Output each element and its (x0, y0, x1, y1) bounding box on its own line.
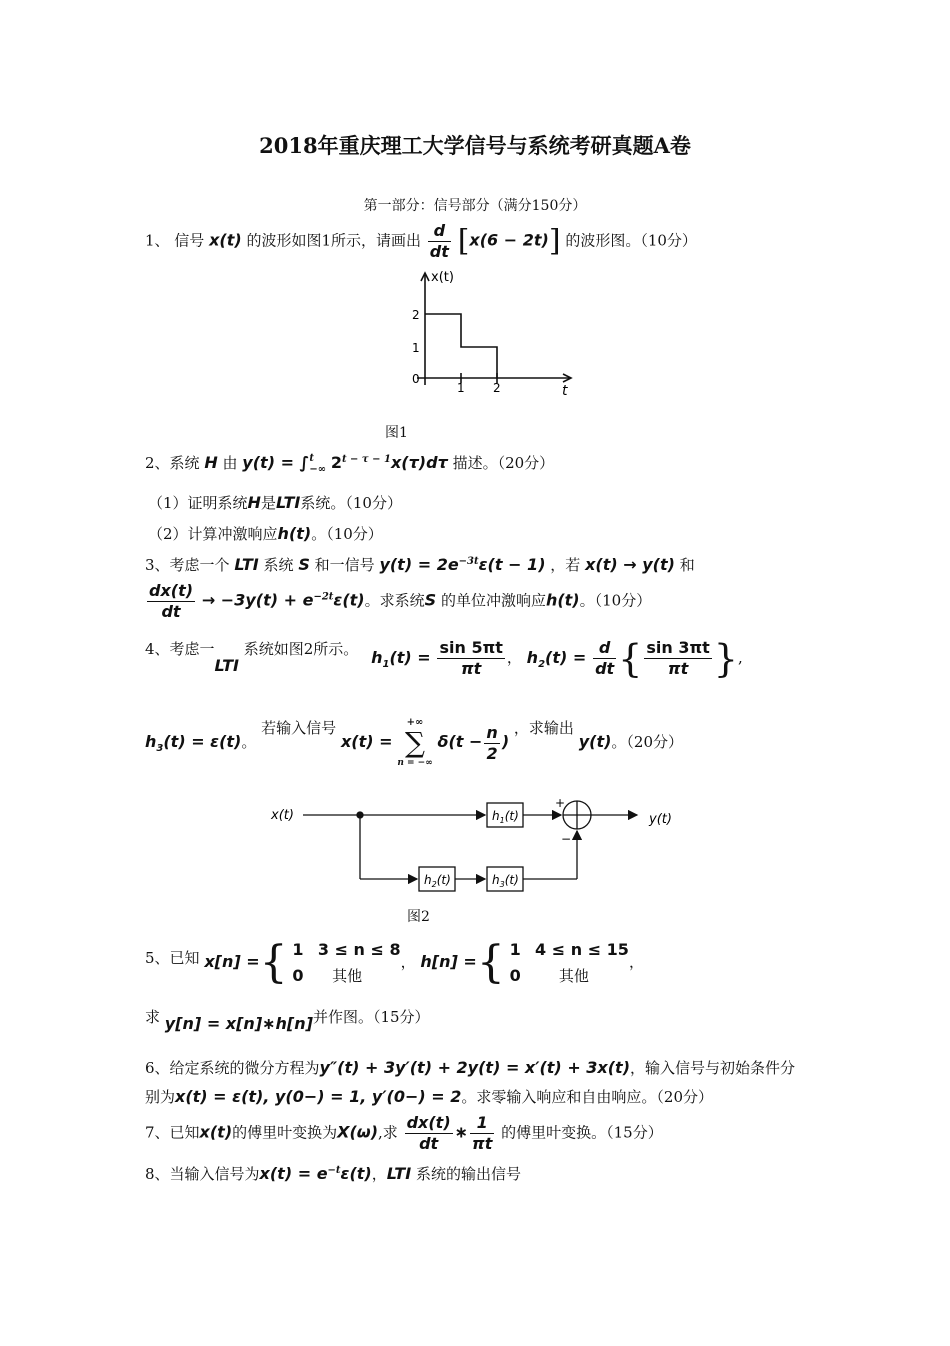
question-1: 1、 信号 x(t) 的波形如图1所示，请画出 $\frac{d}{dt}$ [x(6 − 2t)] 的波形图。（10分） (145, 221, 697, 261)
question-5: 5、已知 x[n] ={ 1 3 ≤ n ≤ 8 0 其他 ， h[n] ={ 1 4 ≤ n ≤ 15 0 其他 ， (145, 937, 644, 988)
figure-1-caption: 图1 (385, 425, 408, 441)
y-tick-2: 2 (412, 308, 420, 322)
page-title: 2018年重庆理工大学信号与系统考研真题A卷 (259, 133, 691, 158)
question-6-line-1: 6、给定系统的微分方程为y″(t) + 3y′(t) + 2y(t) = x′(t) + 3x(t)，输入信号与初始条件分 (145, 1058, 796, 1077)
q1-suffix: 的波形图。（10分） (565, 231, 697, 250)
svg-text:h3(t): $h_3(t)$ (492, 873, 519, 889)
question-4-line-2: $h_3(t) = \varepsilon(t)$。 若输入信号 x(t) = +∞ ∑ n = −∞ δ(t − $\frac{n}{2}$ ) ，求输出 y(t)。（20分） (145, 717, 683, 768)
figure-2-caption: 图2 (407, 909, 430, 925)
y-axis-label: x(t) (431, 270, 454, 285)
question-3-line-1: 3、考虑一个 LTI 系统 S 和一信号 $y(t) = 2e^{-3t}\varepsilon(t - 1)$ ，若 x(t) → y(t) 和 (145, 555, 695, 574)
q1-signal: x(t) (209, 230, 242, 250)
y-tick-1: 1 (412, 341, 420, 355)
minus-sign: − (561, 832, 572, 846)
q1-mid: 的波形如图1所示，请画出 (246, 231, 422, 250)
question-4-line-1: 4、考虑一LTI 系统如图2所示。 $h_1(t)$ = $\frac{\sin 5\pi t}{\pi t}$ ， $h_2(t)$ = $\frac{d}{dt}$ { $\frac{\sin 3\pi t}{\pi t}$ }, (145, 636, 743, 681)
figure-2-block-diagram (265, 795, 685, 895)
question-7: 7、已知x(t)的傅里叶变换为X(ω),求 $\frac{dx(t)}{dt}$ ∗ $\frac{1}{\pi t}$ 的傅里叶变换。（15分） (145, 1113, 663, 1153)
diagram-input-label: x(t) (271, 808, 294, 823)
section-heading: 第一部分：信号部分（满分150分） (363, 198, 587, 214)
q2-equation: y(t) = ∫ (242, 453, 310, 472)
waveform-line (425, 314, 497, 378)
x-tick-1: 1 (457, 381, 465, 395)
diagram-output-label: y(t) (649, 812, 672, 827)
x-axis-label: t (562, 383, 568, 399)
question-3-line-2: $\frac{dx(t)}{dt}$ → $-3y(t) + e^{-2t}\varepsilon(t)$。求系统S 的单位冲激响应h(t)。（10分） (149, 581, 652, 621)
x-tick-2: 2 (493, 381, 501, 395)
svg-text:h2(t): $h_2(t)$ (424, 873, 451, 889)
question-2-part-1: （1）证明系统H是LTI系统。（10分） (148, 493, 402, 512)
question-6-line-2: 别为x(t) = ε(t), y(0−) = 1, y′(0−) = 2。求零输入响应和自由响应。（20分） (145, 1087, 713, 1106)
q1-inner: x(6 − 2t) (469, 230, 549, 250)
question-5-ask: 求 y[n] = x[n]∗h[n]并作图。（15分） (145, 1008, 430, 1033)
question-2-part-2: （2）计算冲激响应h(t)。（10分） (148, 524, 383, 543)
figure-1-waveform (395, 265, 585, 400)
q1-derivative: $\frac{d}{dt}$ (429, 221, 449, 261)
q1-prefix: 1、 信号 (145, 231, 205, 250)
svg-text:h1(t): $h_1(t)$ (492, 809, 519, 825)
y-tick-0: 0 (412, 372, 420, 386)
question-2: 2、系统 H 由 y(t) = ∫ t −∞ $2^{t - \tau - 1}x(\tau)d\tau$ 描述。（20分） (145, 453, 555, 475)
question-8: 8、当输入信号为$x(t) = e^{-t}\varepsilon(t)$，LTI 系统的输出信号 (145, 1164, 521, 1183)
plus-sign: + (555, 796, 566, 810)
